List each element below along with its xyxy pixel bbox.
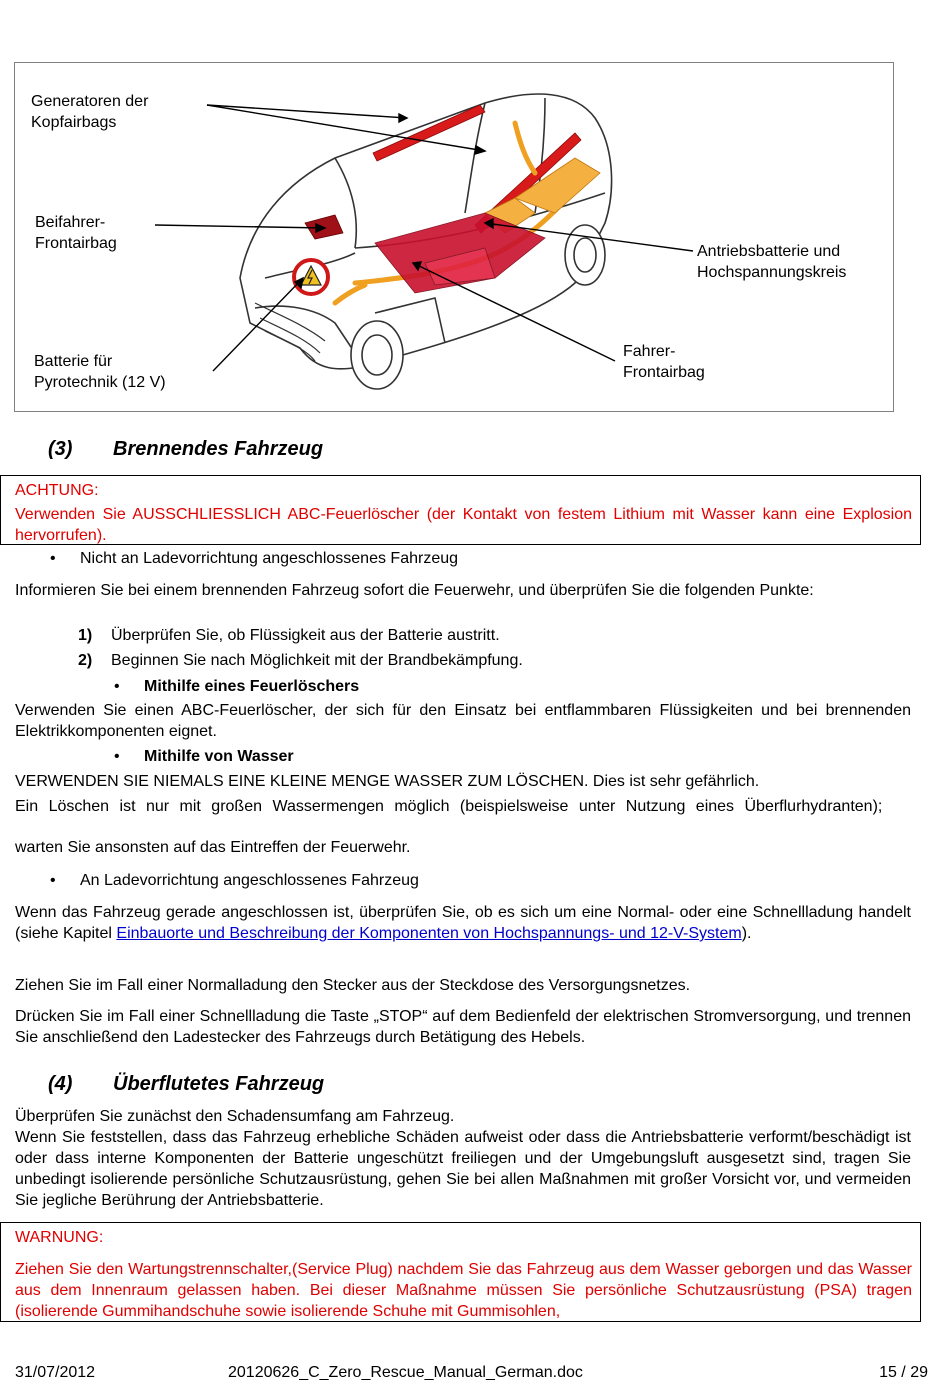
fast-charge-paragraph: Drücken Sie im Fall einer Schnellladung die Taste „STOP“ auf dem Bedienfeld der elektrischen Stromversorgung, und trennen Sie anschließend den Ladestecker des Fahrzeugs durch Betätigung des Hebels. (15, 1008, 911, 1046)
label-traction-battery: Antriebsbatterie und Hochspannungskreis (697, 243, 847, 281)
water-warning: VERWENDEN SIE NIEMALS EINE KLEINE MENGE WASSER ZUM LÖSCHEN. Dies ist sehr gefährlich. (15, 773, 760, 790)
chapter-link[interactable]: Einbauorte und Beschreibung der Komponenten von Hochspannungs- und 12-V-System (116, 925, 742, 942)
intro-paragraph: Informieren Sie bei einem brennenden Fahrzeug sofort die Feuerwehr, und überprüfen Sie die folgenden Punkte: (15, 582, 814, 599)
normal-charge-paragraph: Ziehen Sie im Fall einer Normalladung den Stecker aus der Steckdose des Versorgungsnetzes. (15, 977, 691, 994)
footer-page-number: 15 / 29 (879, 1364, 928, 1381)
warning-box (0, 1222, 921, 1322)
label-driver-airbag: Fahrer- Frontairbag (623, 343, 705, 381)
damage-paragraph: Wenn Sie feststellen, dass das Fahrzeug erhebliche Schäden aufweist oder dass die Antriebsbatterie verformt/beschädigt ist oder dass interne Komponenten der Batterie ungeschützt freiliegen und der Umgebungsluft ausgesetzt sind, tragen Sie unbedingt isolierende persönliche Schutzausrüstung, gehen Sie bei allen Maßnahmen mit großer Vorsicht vor, und vermeiden Sie jegliche Berührung der Antriebsbatterie. (15, 1129, 911, 1209)
label-passenger-airbag: Beifahrer- Frontairbag (35, 214, 117, 252)
bullet-dot: • (50, 550, 56, 567)
footer-filename: 20120626_C_Zero_Rescue_Manual_German.doc (228, 1364, 583, 1381)
water-paragraph-2: warten Sie ansonsten auf das Eintreffen der Feuerwehr. (15, 839, 411, 856)
extinguisher-paragraph: Verwenden Sie einen ABC-Feuerlöscher, der sich für den Einsatz bei entflammbaren Flüssigkeiten und bei brennenden Elektrikkomponenten eignet. (15, 702, 911, 740)
step-1: 1) Überprüfen Sie, ob Flüssigkeit aus der Batterie austritt. (78, 627, 500, 644)
attention-box (0, 475, 921, 545)
damage-check-line: Überprüfen Sie zunächst den Schadensumfang am Fahrzeug. (15, 1108, 455, 1125)
step-2: 2) Beginnen Sie nach Möglichkeit mit der Brandbekämpfung. (78, 652, 523, 669)
water-paragraph-1: Ein Löschen ist nur mit großen Wassermengen möglich (beispielsweise unter Nutzung eines Überflurhydranten); (15, 798, 883, 815)
section-number: (3) (48, 438, 73, 460)
attention-heading: ACHTUNG: (15, 482, 99, 499)
label-pyro-battery: Batterie für Pyrotechnik (12 V) (34, 353, 166, 391)
section-number: (4) (48, 1073, 73, 1095)
warning-heading: WARNUNG: (15, 1229, 104, 1246)
section-title: Überflutetes Fahrzeug (113, 1073, 325, 1095)
connected-paragraph: Wenn das Fahrzeug gerade angeschlossen ist, überprüfen Sie, ob es sich um eine Normal- oder eine Schnellladung handelt (siehe Kapitel Einbauorte und Beschreibung der Komponenten von Hochspannungs- und 12-V-System). (15, 904, 911, 942)
bullet-dot: • (50, 872, 56, 889)
label-head-airbags: Generatoren der Kopfairbags (31, 93, 149, 131)
warning-text: Ziehen Sie den Wartungstrennschalter,(Service Plug) nachdem Sie das Fahrzeug aus dem Wasser geborgen und das Wasser aus dem Innenraum gelassen haben. Bei dieser Maßnahme müssen Sie persönliche Schutzausrüstung (PSA) tragen (isolierende Gummihandschuhe sowie isolierende Schuhe mit Gummisohlen, (15, 1261, 912, 1320)
attention-text: Verwenden Sie AUSSCHLIESSLICH ABC-Feuerlöscher (der Kontakt von festem Lithium mit Wasser kann eine Explosion hervorrufen). (15, 506, 912, 544)
section-title: Brennendes Fahrzeug (113, 438, 324, 460)
component-diagram (14, 62, 894, 412)
footer-date: 31/07/2012 (15, 1364, 96, 1381)
